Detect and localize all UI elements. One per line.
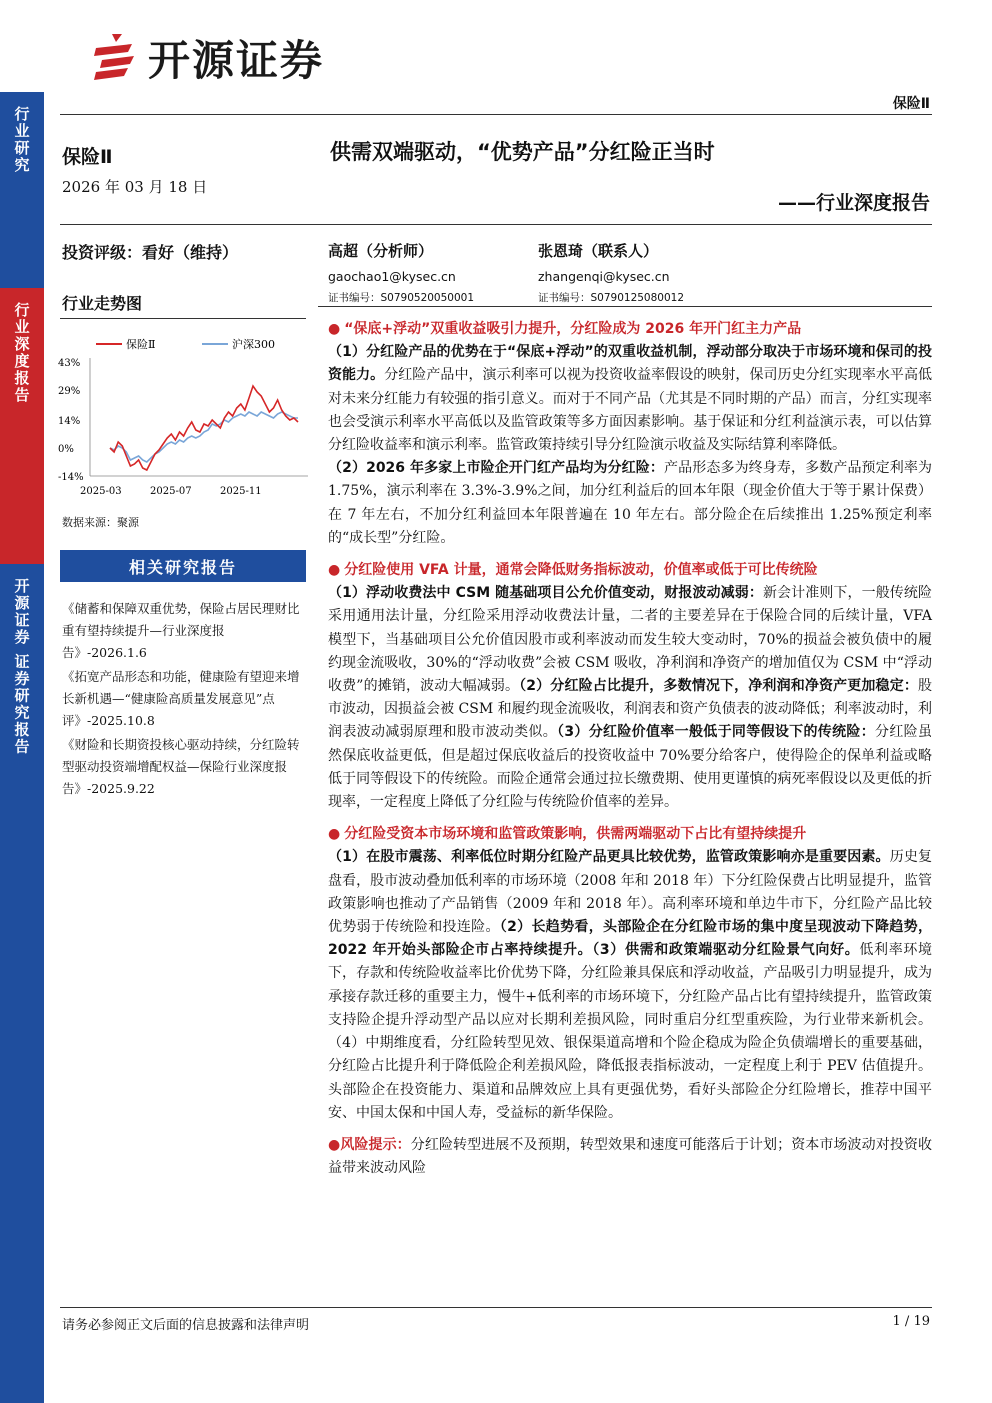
logo-mark-icon (92, 32, 138, 84)
report-subtitle: ——行业深度报告 (777, 192, 930, 214)
analyst-email[interactable]: gaochao1@kysec.cn (328, 269, 456, 284)
chart-legend (96, 337, 275, 351)
risk-warning (328, 1134, 932, 1180)
sidebar-industry-research (0, 92, 44, 288)
sidebar-label: 开源证券 证券研究报告 (12, 578, 31, 756)
sidebar-report-type (0, 288, 44, 564)
investment-rating: 投资评级：看好（维持） (62, 243, 239, 262)
summary-paragraph (328, 846, 932, 1124)
paragraph-lead: （2）分红险占比提升，多数情况下，净利润和净资产更加稳定： (519, 678, 918, 695)
section-heading-text: 分红险使用 VFA 计量，通常会降低财务指标波动，价值率或低于可比传统险 (344, 562, 818, 579)
section-heading-text: 分红险受资本市场环境和监管政策影响，供需两端驱动下占比有望持续提升 (344, 826, 807, 843)
analyst-name: 张恩琦（联系人） (538, 242, 659, 260)
paragraph-lead: （1）分红险产品的优势在于“保底+浮动”的双重收益机制，浮动部分取决于市场环境和保司的投资能力。 (328, 344, 932, 384)
bullet-icon: ● (328, 321, 341, 337)
paragraph-lead: （1）浮动收费法中 CSM 随基础项目公允价值变动，财报波动减弱： (328, 585, 763, 602)
footer-rule (60, 1307, 932, 1308)
trend-chart-title: 行业走势图 (62, 294, 143, 313)
related-report-link[interactable]: 《拓宽产品形态和功能，健康险有望迎来增长新机遇—“健康险高质量发展意见”点评》-2025.10.8 (62, 669, 300, 728)
paragraph-body: 新会计准则下，一般传统险采用通用法计量，分红险采用浮动收费法计量，二者的主要差异在于保险合同的后续计量，VFA 模型下，当基础项目公允价值因股市或利率波动而发生较大变动时，70%的损益会被负债中的履约现金流吸收，30%的“浮动收费”会被 CSM 吸收，净利润和净资产的增加值仅为 CSM 中“浮动收费”的摊销，波动大幅减弱。 (328, 585, 932, 695)
paragraph-body: 股市波动，因损益会被 CSM 和履约现金流吸收，利润表和资产负债表的波动降低；利率波动时，利润表波动减弱原理和股市波动类似。 (328, 678, 932, 741)
legend-label-hs300: 沪深300 (232, 338, 275, 351)
summary-paragraph (328, 457, 932, 550)
section-heading (328, 823, 932, 846)
related-reports-heading: 相关研究报告 (60, 550, 306, 582)
x-axis (80, 476, 308, 497)
paragraph-body: 历史复盘看，股市波动叠加低利率的市场环境（2008 年和 2018 年）下分红险保费占比明显提升，监管政策影响也推动了产品销售（2009 年和 2018 年）。高利率环境和单边牛市下，分红险产品比较优势弱于传统险和投连险。 (328, 849, 933, 936)
x-tick-label: 2025-03 (80, 486, 122, 497)
y-tick-label: 29% (58, 386, 81, 397)
y-tick-label: -14% (58, 472, 84, 483)
paragraph-body: 低利率环境下，存款和传统险收益率比价优势下降，分红险兼具保底和浮动收益，产品吸引力明显提升，成为承接存款迁移的重要主力，慢牛+低利率的市场环境下，分红险产品占比有望持续提升，监管政策支持险企提升浮动型产品以应对长期利差损风险，同时重启分红型重疾险，为行业带来新机会。（4）中期维度看，分红险转型见效、银保渠道高增和个险企稳成为险企负债端增长的重要基础，分红险占比提升利于降低险企利差损风险，降低报表指标波动，一定程度上利于 PEV 估值提升。头部险企在投资能力、渠道和品牌效应上具有更强优势，看好头部险企分红险增长，推荐中国平安、中国太保和中国人寿，受益标的新华保险。 (328, 942, 933, 1121)
x-tick-label: 2025-11 (220, 486, 262, 497)
analyst-name: 高超（分析师） (328, 242, 434, 260)
sector-tag: 保险Ⅱ (892, 96, 930, 112)
bullet-icon: ● (328, 826, 341, 843)
series-line-hs300 (110, 412, 298, 462)
y-tick-label: 14% (58, 416, 81, 427)
y-tick-label: 0% (58, 444, 74, 455)
industry-trend-chart (56, 330, 316, 500)
paragraph-body: 产品形态多为终身寿，多数产品预定利率为 1.75%，演示利率在 3.3%-3.9%之间，加分红利益后的回本年限（现金价值大于等于累计保费）在 7 年左右，不加分红利益回本年限普遍在 10 年左右。部分险企在后续推出 1.25%预定利率的“成长型”分红险。 (328, 460, 932, 546)
company-logo (92, 28, 324, 88)
analyst-cert: 证书编号：S0790520050001 (328, 292, 475, 304)
section-heading-text: “保底+浮动”双重收益吸引力提升，分红险成为 2026 年开门红主力产品 (344, 321, 802, 337)
footer-disclaimer: 请务必参阅正文后面的信息披露和法律声明 (62, 1318, 310, 1333)
related-report-link[interactable]: 《储蓄和保障双重优势，保险占居民理财比重有望持续提升—行业深度报告》-2026.1.6 (62, 601, 300, 660)
summary-paragraph (328, 341, 932, 457)
trend-rule (60, 318, 306, 319)
page-number: 1 / 19 (892, 1314, 930, 1329)
y-axis (58, 358, 90, 483)
paragraph-lead: （1）在股市震荡、利率低位时期分红险产品更具比较优势，监管政策影响亦是重要因素。 (328, 849, 890, 866)
analyst-1 (328, 240, 474, 305)
logo-text: 开源证券 (148, 36, 325, 85)
report-title: 供需双端驱动，“优势产品”分红险正当时 (330, 140, 715, 164)
section-heading (328, 559, 932, 582)
risk-body: 分红险转型进展不及预期，转型效果和速度可能落后于计划；资本市场波动对投资收益带来波动风险 (328, 1136, 933, 1177)
risk-heading: 风险提示： (340, 1136, 411, 1153)
analyst-email[interactable]: zhangenqi@kysec.cn (538, 269, 670, 284)
analyst-cert: 证书编号：S0790125080012 (538, 292, 685, 304)
related-reports-list (62, 598, 306, 802)
legend-label-insurance: 保险Ⅱ (126, 338, 156, 351)
series-line-insurance (110, 386, 298, 470)
analyst-2 (538, 240, 684, 305)
sector-title: 保险Ⅱ (62, 146, 113, 168)
paragraph-lead: （3）分红险价值率一般低于同等假设下的传统险： (557, 724, 876, 741)
sidebar-broker (0, 564, 44, 1403)
analyst-rule (318, 306, 932, 307)
paragraph-body: 分红险虽然保底收益更低，但是超过保底收益后的投资收益中 70%要分给客户，使得险企的保单利益或略低于同等假设下的传统险。而险企通常会通过拉长缴费期、使用更谨慎的病死率假设以及更低的折现率，一定程度上降低了分红险与传统险价值率的差异。 (328, 724, 932, 811)
chart-lines (110, 386, 298, 470)
chart-source: 数据来源：聚源 (62, 516, 139, 529)
summary-paragraph (328, 582, 932, 814)
report-date: 2026 年 03 月 18 日 (62, 178, 208, 196)
sidebar-label: 行业深度报告 (12, 302, 31, 404)
paragraph-body: 分红险产品中，演示利率可以视为投资收益率假设的映射，保司历史分红实现率水平高低对未来分红能力有较强的指引意义。而对于不同产品（尤其是不同时期的产品）而言，分红实现率也会受演示利率水平高低以及监管政策等多方面因素影响。基于保证和分红利益演示表，可以估算分红险收益率和演示利率。监管政策持续引导分红险演示收益及实际结算利率降低。 (328, 367, 933, 454)
report-summary (328, 318, 932, 1180)
header-rule (60, 114, 932, 115)
sidebar-label: 行业研究 (12, 106, 31, 174)
paragraph-lead: （2）2026 年多家上市险企开门红产品均为分红险： (328, 460, 665, 477)
title-rule (60, 224, 932, 225)
related-report-link[interactable]: 《财险和长期资投核心驱动持续，分红险转型驱动投资端增配权益—保险行业深度报告》-2025.9.22 (62, 737, 300, 796)
paragraph-lead: （2）长趋势看，头部险企在分红险市场的集中度呈现波动下降趋势，2022 年开始头部险企市占率持续提升。（3）供需和政策端驱动分红险景气向好。 (328, 919, 933, 959)
x-tick-label: 2025-07 (150, 486, 192, 497)
sidebar (0, 0, 44, 1403)
bullet-icon: ● (328, 1136, 341, 1153)
section-heading (328, 318, 932, 341)
bullet-icon: ● (328, 562, 341, 579)
y-tick-label: 43% (58, 358, 81, 369)
